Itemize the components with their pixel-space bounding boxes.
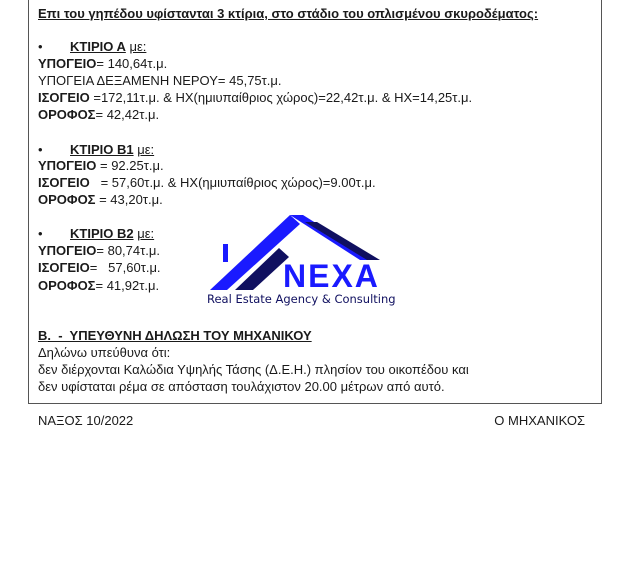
building-a-line xyxy=(38,90,472,106)
building-a-heading: • ΚΤΙΡΙΟ Α με: xyxy=(38,39,147,54)
line-value: = 80,74τ.μ. xyxy=(96,243,160,258)
line-value: = 43,20τ.μ. xyxy=(95,192,163,207)
building-suffix: με: xyxy=(129,39,147,54)
nexa-watermark-logo xyxy=(205,212,420,308)
section-b-line: δεν υφίσταται ρέμα σε απόσταση τουλάχιστον 20.00 μέτρων από αυτό. xyxy=(38,379,445,394)
line-label: ΟΡΟΦΟΣ xyxy=(38,192,96,207)
line-value: = 57,60τ.μ. & ΗΧ(ημιυπαίθριος χώρος)=9.00τ.μ. xyxy=(89,175,376,190)
document-title: Επι του γηπέδου υφίστανται 3 κτίρια, στο στάδιο του οπλισμένου σκυροδέματος: xyxy=(38,6,539,21)
line-value: = 92.25τ.μ. xyxy=(96,158,164,173)
building-b1-line xyxy=(38,192,163,208)
line-label: ΥΠΟΓΕΙΟ xyxy=(38,158,97,173)
line-label: ΟΡΟΦΟΣ xyxy=(38,278,96,293)
line-value: = 57,60τ.μ. xyxy=(89,260,161,275)
building-suffix: με: xyxy=(137,226,155,241)
line-label: ΥΠΟΓΕΙΟ xyxy=(38,56,97,71)
building-b2-heading: • ΚΤΙΡΙΟ Β2 με: xyxy=(38,226,155,241)
line-label: ΙΣΟΓΕΙΟ xyxy=(38,90,90,105)
building-suffix: με: xyxy=(137,142,155,157)
building-a-line xyxy=(38,56,167,72)
building-b1-heading: • ΚΤΙΡΙΟ Β1 με: xyxy=(38,142,155,157)
section-b-line: δεν διέρχονται Καλώδια Υψηλής Τάσης (Δ.Ε.Η.) πλησίον του οικοπέδου και xyxy=(38,362,469,377)
footer-place-date: ΝΑΞΟΣ 10/2022 xyxy=(38,413,134,428)
line-label: ΥΠΟΓΕΙΑ ΔΕΞΑΜΕΝΗ ΝΕΡΟΥ xyxy=(38,73,218,88)
building-b2-line xyxy=(38,243,160,259)
building-a-line xyxy=(38,107,159,123)
section-b-heading: Β. - ΥΠΕΥΘΥΝΗ ΔΗΛΩΣΗ ΤΟΥ ΜΗΧΑΝΙΚΟΥ xyxy=(38,328,312,343)
line-value: = 42,42τ.μ. xyxy=(95,107,160,122)
line-value: = 45,75τ.μ. xyxy=(217,73,282,88)
building-b1-line xyxy=(38,175,376,191)
line-label: ΟΡΟΦΟΣ xyxy=(38,107,96,122)
building-b1-line xyxy=(38,158,164,174)
line-label: ΥΠΟΓΕΙΟ xyxy=(38,243,97,258)
building-name: ΚΤΙΡΙΟ Α xyxy=(70,39,126,54)
building-b2-line xyxy=(38,278,159,294)
line-value: = 140,64τ.μ. xyxy=(96,56,168,71)
line-value: = 41,92τ.μ. xyxy=(95,278,160,293)
watermark-brand: NEXA xyxy=(283,258,380,294)
building-name: ΚΤΙΡΙΟ Β1 xyxy=(70,142,134,157)
watermark-tagline: Real Estate Agency & Consulting xyxy=(207,292,396,306)
building-a-line xyxy=(38,73,282,89)
footer-signature: Ο ΜΗΧΑΝΙΚΟΣ xyxy=(494,413,585,428)
line-label: ΙΣΟΓΕΙΟ xyxy=(38,260,90,275)
section-b-line: Δηλώνω υπεύθυνα ότι: xyxy=(38,345,171,360)
line-value: =172,11τ.μ. & ΗΧ(ημιυπαίθριος χώρος)=22,42τ.μ. & ΗΧ=14,25τ.μ. xyxy=(89,90,473,105)
building-name: ΚΤΙΡΙΟ Β2 xyxy=(70,226,134,241)
building-b2-line xyxy=(38,260,161,276)
line-label: ΙΣΟΓΕΙΟ xyxy=(38,175,90,190)
